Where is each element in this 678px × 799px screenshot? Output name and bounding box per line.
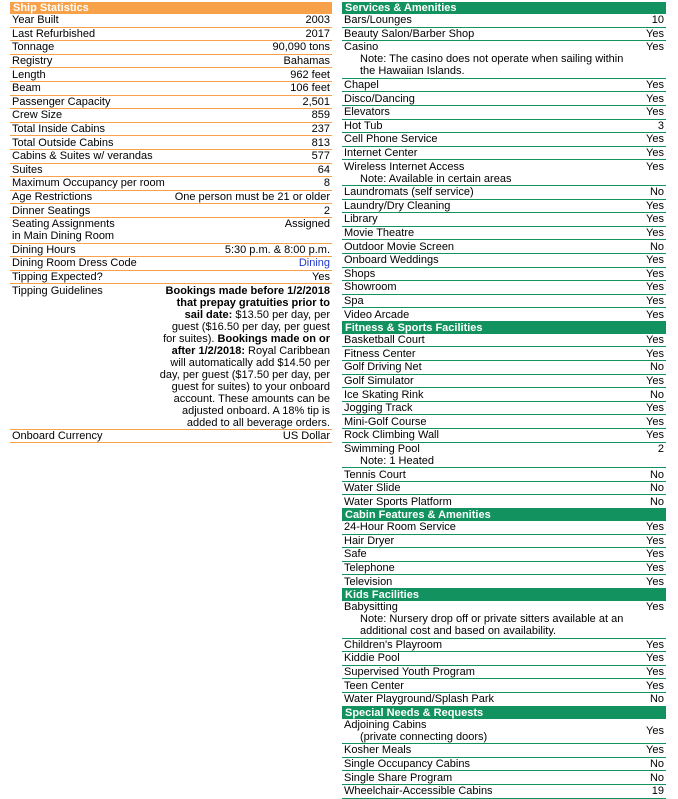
row-label-block [344, 482, 400, 494]
row-label: Total Outside Cabins [12, 136, 114, 149]
tipping-guidelines-text [158, 285, 330, 429]
row-value: 237 [311, 123, 330, 136]
row-value: 3 [657, 119, 664, 132]
row-value: Yes [646, 106, 664, 119]
row-label-block [344, 521, 456, 533]
row-label: Length [12, 68, 46, 81]
row-label: Movie Theatre [344, 227, 415, 240]
row-label: Mini-Golf Course [344, 415, 427, 428]
table-row [342, 92, 666, 106]
special-header: Special Needs & Requests [342, 707, 666, 719]
row-value: Yes [646, 724, 664, 737]
row-value: No [649, 240, 664, 253]
table-row [342, 785, 666, 799]
row-value: Yes [646, 308, 664, 321]
row-label: Single Occupancy Cabins [344, 758, 470, 771]
row-label: Wheelchair-Accessible Cabins [344, 785, 493, 798]
row-value: Yes [646, 27, 664, 40]
table-row [342, 361, 666, 375]
row-label: Hair Dryer [344, 534, 395, 547]
tipping-text-2: Royal Caribbean will automatically add $14.50 per day, per guest ($17.50 per day, per guest for suites) to your onboard account. These amounts can be adjusted onboard. A 18% tip is added to all beverage orders. [159, 344, 330, 429]
row-label-block [344, 254, 439, 266]
table-row [342, 495, 666, 509]
table-row [10, 164, 332, 178]
table-row [342, 744, 666, 758]
row-value: Yes [646, 638, 664, 651]
row-value: 8 [323, 177, 330, 190]
row-label-block [344, 496, 452, 508]
row-label: Adjoining Cabins [344, 718, 427, 731]
row-sublabel: (private connecting doors) [360, 730, 488, 743]
table-row [10, 150, 332, 164]
row-label: Beam [12, 82, 41, 95]
row-value: No [649, 771, 664, 784]
row-label-block [344, 334, 425, 346]
table-row [342, 693, 666, 707]
row-value: Yes [646, 347, 664, 360]
row-label: Year Built [12, 14, 59, 27]
table-row [342, 281, 666, 295]
table-row [342, 79, 666, 93]
row-label-block [344, 389, 423, 401]
row-value: Yes [646, 548, 664, 561]
ship-statistics-table [10, 14, 332, 284]
row-label: Total Inside Cabins [12, 123, 105, 136]
table-row [10, 191, 332, 205]
special-table [342, 719, 666, 799]
row-label: Rock Climbing Wall [344, 429, 439, 442]
amenities-column [342, 2, 666, 799]
table-row [342, 443, 666, 469]
row-value: No [649, 468, 664, 481]
row-label-block [344, 106, 390, 118]
table-row [342, 227, 666, 241]
row-label: Crew Size [12, 109, 63, 122]
row-label: Showroom [344, 281, 397, 294]
row-label: Internet Center [344, 147, 418, 160]
row-label: Babysitting [344, 601, 398, 614]
fitness-header: Fitness & Sports Facilities [342, 322, 666, 334]
row-label: Cabins & Suites w/ verandas [12, 150, 153, 163]
row-value: Yes [312, 270, 330, 283]
row-label-block [344, 14, 412, 26]
row-label-block [344, 227, 414, 239]
row-label: Last Refurbished [12, 27, 96, 40]
row-label-block [344, 719, 493, 743]
row-value: Yes [646, 429, 664, 442]
row-label: Laundry/Dry Cleaning [344, 199, 451, 212]
table-row [10, 257, 332, 271]
table-row [342, 388, 666, 402]
row-value: No [649, 758, 664, 771]
ship-statistics-column [10, 2, 332, 443]
row-label-block [344, 576, 392, 588]
row-value: US Dollar [282, 430, 330, 443]
row-label-block [344, 652, 400, 664]
row-value: 90,090 tons [272, 41, 330, 54]
table-row [10, 14, 332, 28]
row-value: 962 feet [290, 68, 330, 81]
kids-header: Kids Facilities [342, 589, 666, 601]
row-label: Hot Tub [344, 119, 383, 132]
row-label-block [344, 744, 411, 756]
row-label: Onboard Currency [12, 430, 103, 443]
row-label-block [344, 666, 475, 678]
row-value: No [649, 495, 664, 508]
row-value: 19 [651, 785, 664, 798]
row-label: Casino [344, 41, 379, 54]
row-label: Cell Phone Service [344, 133, 438, 146]
table-row [10, 109, 332, 123]
row-label-block [344, 161, 517, 185]
row-label-block [344, 443, 440, 467]
row-value: 5:30 p.m. & 8:00 p.m. [224, 243, 330, 256]
row-label: Dining Room Dress Code [12, 257, 137, 270]
row-label: Swimming Pool [344, 442, 420, 455]
cabin-header: Cabin Features & Amenities [342, 509, 666, 521]
row-label-block [344, 186, 474, 198]
table-row [10, 136, 332, 150]
row-value: Yes [646, 601, 664, 614]
row-label: Suites [12, 163, 43, 176]
row-value: 64 [317, 163, 330, 176]
row-label: Passenger Capacity [12, 95, 111, 108]
row-label: Tonnage [12, 41, 55, 54]
row-value: No [649, 482, 664, 495]
table-row [342, 200, 666, 214]
row-label: Chapel [344, 79, 379, 92]
row-label: Spa [344, 294, 364, 307]
row-note: Note: 1 Heated [360, 454, 434, 467]
table-row [10, 177, 332, 191]
table-row [342, 601, 666, 639]
row-value: 10 [651, 14, 664, 27]
table-row [342, 295, 666, 309]
cabin-table [342, 521, 666, 589]
row-label: Bars/Lounges [344, 14, 412, 27]
row-label: Laundromats (self service) [344, 186, 474, 199]
table-row [342, 521, 666, 535]
row-label: Basketball Court [344, 334, 425, 347]
row-label-block [344, 693, 494, 705]
row-label-block [344, 548, 367, 560]
row-value: 2 [323, 204, 330, 217]
table-row [342, 147, 666, 161]
row-label-block [344, 758, 470, 770]
row-label-block [344, 295, 364, 307]
row-value: Yes [646, 562, 664, 575]
services-header: Services & Amenities [342, 2, 666, 14]
row-value: Bahamas [283, 55, 330, 68]
row-value: One person must be 21 or older [174, 191, 330, 204]
table-row [342, 14, 666, 28]
row-label: Outdoor Movie Screen [344, 240, 455, 253]
row-value: Yes [646, 213, 664, 226]
row-label: Beauty Salon/Barber Shop [344, 27, 475, 40]
row-label-block [344, 772, 452, 784]
table-row [10, 55, 332, 69]
row-label-block [344, 28, 474, 40]
table-row [342, 308, 666, 322]
row-label: Teen Center [344, 679, 404, 692]
table-row [342, 240, 666, 254]
table-row [342, 106, 666, 120]
row-label: Ice Skating Rink [344, 388, 424, 401]
row-label-block [344, 429, 439, 441]
row-value: Yes [646, 294, 664, 307]
table-row [342, 254, 666, 268]
fitness-table [342, 334, 666, 509]
row-value: Yes [646, 679, 664, 692]
table-row [342, 402, 666, 416]
table-row [342, 347, 666, 361]
row-value: Yes [646, 652, 664, 665]
row-label-block [344, 785, 493, 797]
tipping-bold-2: Bookings made on or after 1/2/2018: [171, 332, 330, 357]
row-value: 106 feet [290, 82, 330, 95]
table-row [10, 96, 332, 110]
row-label-block [344, 402, 412, 414]
table-row [10, 82, 332, 96]
row-value: Yes [646, 41, 664, 54]
row-label: 24-Hour Room Service [344, 521, 456, 534]
kids-table [342, 601, 666, 707]
table-row [342, 160, 666, 186]
table-row [10, 41, 332, 55]
row-label-block [344, 120, 383, 132]
tipping-bold-1: Bookings made before 1/2/2018 that prepay gratuities prior to sail date: [165, 284, 330, 321]
table-row [342, 133, 666, 147]
table-row [342, 666, 666, 680]
row-label: Library [344, 213, 378, 226]
row-label-block [344, 361, 422, 373]
row-label: Supervised Youth Program [344, 666, 475, 679]
row-label-block [344, 639, 442, 651]
table-row [342, 758, 666, 772]
row-value: No [649, 388, 664, 401]
row-value: 2 [657, 442, 664, 455]
tipping-guidelines-label: Tipping Guidelines [12, 284, 103, 297]
row-label: Maximum Occupancy per room [12, 177, 165, 190]
row-label-block [344, 241, 454, 253]
row-value: Dining [298, 257, 330, 270]
row-label: Kosher Meals [344, 744, 412, 757]
row-label: Telephone [344, 562, 395, 575]
row-value: Yes [646, 281, 664, 294]
table-row [342, 679, 666, 693]
row-value: Yes [646, 334, 664, 347]
row-label: Children's Playroom [344, 638, 443, 651]
row-label: Disco/Dancing [344, 92, 415, 105]
row-label: Water Slide [344, 482, 401, 495]
row-value: Yes [646, 575, 664, 588]
row-label: Age Restrictions [12, 191, 93, 204]
table-row [342, 268, 666, 282]
row-value: Assigned [284, 218, 330, 231]
row-label-block [344, 535, 394, 547]
table-row [342, 334, 666, 348]
row-label: Registry [12, 55, 53, 68]
row-label: Elevators [344, 106, 390, 119]
table-row [342, 652, 666, 666]
table-row [342, 562, 666, 576]
row-label-block [344, 133, 438, 145]
row-value: Yes [646, 402, 664, 415]
row-value: 813 [311, 136, 330, 149]
table-row [342, 41, 666, 79]
row-label-block [344, 41, 640, 77]
row-label: Shops [344, 267, 376, 280]
row-label: Wireless Internet Access [344, 160, 465, 173]
row-value: Yes [646, 374, 664, 387]
table-row [10, 204, 332, 218]
row-note: Note: Available in certain areas [360, 172, 512, 185]
table-row [342, 213, 666, 227]
row-label-block [344, 562, 395, 574]
row-note: Note: Nursery drop off or private sitters available at an additional cost and based on availability. [360, 613, 624, 638]
row-value: Yes [646, 254, 664, 267]
row-value: Yes [646, 534, 664, 547]
row-value: Yes [646, 267, 664, 280]
row-label: Safe [344, 548, 367, 561]
row-label: Seating Assignments in Main Dining Room [12, 218, 115, 243]
table-row [342, 468, 666, 482]
row-label-block [344, 93, 415, 105]
onboard-currency-row [10, 430, 332, 444]
row-value: No [649, 186, 664, 199]
services-table [342, 14, 666, 322]
row-value: Yes [646, 92, 664, 105]
row-label: Kiddie Pool [344, 652, 400, 665]
row-value: 2,501 [302, 95, 330, 108]
table-row [342, 575, 666, 589]
row-label-block [344, 680, 404, 692]
table-row [342, 548, 666, 562]
table-row [342, 719, 666, 745]
row-value: Yes [646, 415, 664, 428]
table-row [342, 429, 666, 443]
row-value: Yes [646, 744, 664, 757]
row-label-block [344, 348, 416, 360]
row-label: Golf Driving Net [344, 361, 422, 374]
row-label-block [344, 200, 450, 212]
row-label-block [344, 309, 409, 321]
row-label: Single Share Program [344, 771, 453, 784]
table-row [342, 482, 666, 496]
row-label: Onboard Weddings [344, 254, 439, 267]
row-label: Television [344, 575, 393, 588]
row-label: Dining Hours [12, 243, 76, 256]
row-value: Yes [646, 666, 664, 679]
row-label-block [344, 79, 379, 91]
table-row [10, 244, 332, 258]
table-row [342, 28, 666, 42]
row-label-block [344, 147, 417, 159]
table-row [342, 535, 666, 549]
row-value: No [649, 361, 664, 374]
row-label: Golf Simulator [344, 374, 414, 387]
row-value: Yes [646, 79, 664, 92]
row-value: 859 [311, 109, 330, 122]
table-row [342, 120, 666, 134]
row-label: Water Playground/Splash Park [344, 693, 494, 706]
row-label-block [344, 416, 427, 428]
row-label: Water Sports Platform [344, 495, 452, 508]
row-value: Yes [646, 160, 664, 173]
row-label: Jogging Track [344, 402, 413, 415]
table-row [10, 68, 332, 82]
row-label-block [344, 375, 414, 387]
row-value: Yes [646, 521, 664, 534]
table-row [10, 218, 332, 244]
table-row [342, 375, 666, 389]
table-row [342, 415, 666, 429]
row-value: 577 [311, 150, 330, 163]
row-value: No [649, 693, 664, 706]
row-label: Video Arcade [344, 308, 410, 321]
table-row [10, 28, 332, 42]
tipping-guidelines-row [10, 284, 332, 430]
table-row [10, 271, 332, 285]
table-row [342, 186, 666, 200]
ship-statistics-header: Ship Statistics [10, 2, 332, 14]
row-label-block [344, 281, 397, 293]
row-label: Tipping Expected? [12, 270, 103, 283]
row-value: Yes [646, 147, 664, 160]
row-value: Yes [646, 133, 664, 146]
row-value: 2017 [305, 27, 330, 40]
row-label: Fitness Center [344, 347, 416, 360]
tipping-text-1: $13.50 per day, per guest ($16.50 per day, per guest for suites). [163, 308, 330, 345]
row-value: Yes [646, 227, 664, 240]
row-label-block [344, 213, 378, 225]
row-label-block [344, 469, 406, 481]
row-label: Tennis Court [344, 468, 406, 481]
row-note: Note: The casino does not operate when sailing within the Hawaiian Islands. [360, 53, 624, 78]
row-label: Dinner Seatings [12, 204, 91, 217]
table-row [10, 123, 332, 137]
table-row [342, 639, 666, 653]
row-label-block [344, 601, 640, 637]
row-label-block [344, 268, 375, 280]
row-value: Yes [646, 199, 664, 212]
row-value: 2003 [305, 14, 330, 27]
